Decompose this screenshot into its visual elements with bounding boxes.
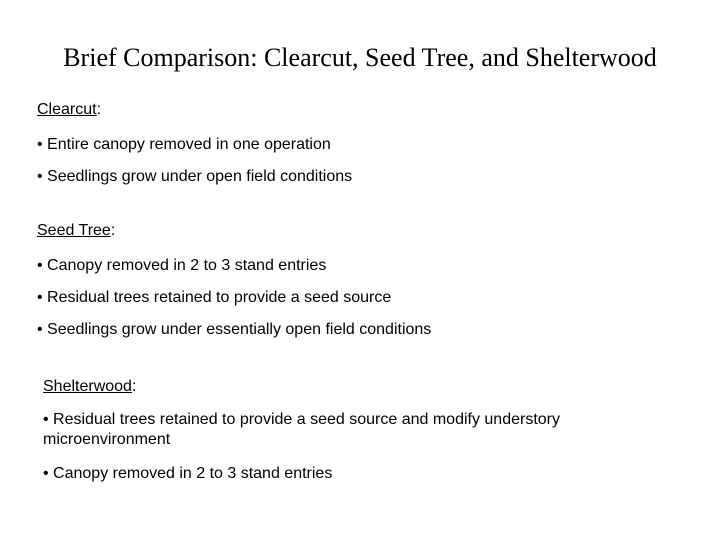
clearcut-heading-label: Clearcut [37,101,97,118]
shelterwood-bullet-1: • Residual trees retained to provide a seed source and modify understory microenvironment [43,411,560,448]
seed-tree-bullet-1: • Canopy removed in 2 to 3 stand entries [37,257,327,274]
clearcut-section [37,100,697,187]
shelterwood-heading-label: Shelterwood [43,378,132,395]
seed-tree-heading-label: Seed Tree [37,222,111,239]
slide-title: Brief Comparison: Clearcut, Seed Tree, and Shelterwood [63,43,657,72]
seed-tree-bullet-2: • Residual trees retained to provide a seed source [37,289,392,306]
clearcut-heading: Clearcut: [37,101,102,118]
seed-tree-section [37,221,697,340]
seed-tree-bullet-3: • Seedlings grow under essentially open field conditions [37,321,432,338]
clearcut-bullet-1: • Entire canopy removed in one operation [37,136,331,153]
shelterwood-section [43,377,663,484]
shelterwood-bullet-2: • Canopy removed in 2 to 3 stand entries [43,465,333,482]
shelterwood-heading: Shelterwood: [43,378,137,395]
seed-tree-heading: Seed Tree: [37,222,116,239]
clearcut-bullet-2: • Seedlings grow under open field conditions [37,168,353,185]
